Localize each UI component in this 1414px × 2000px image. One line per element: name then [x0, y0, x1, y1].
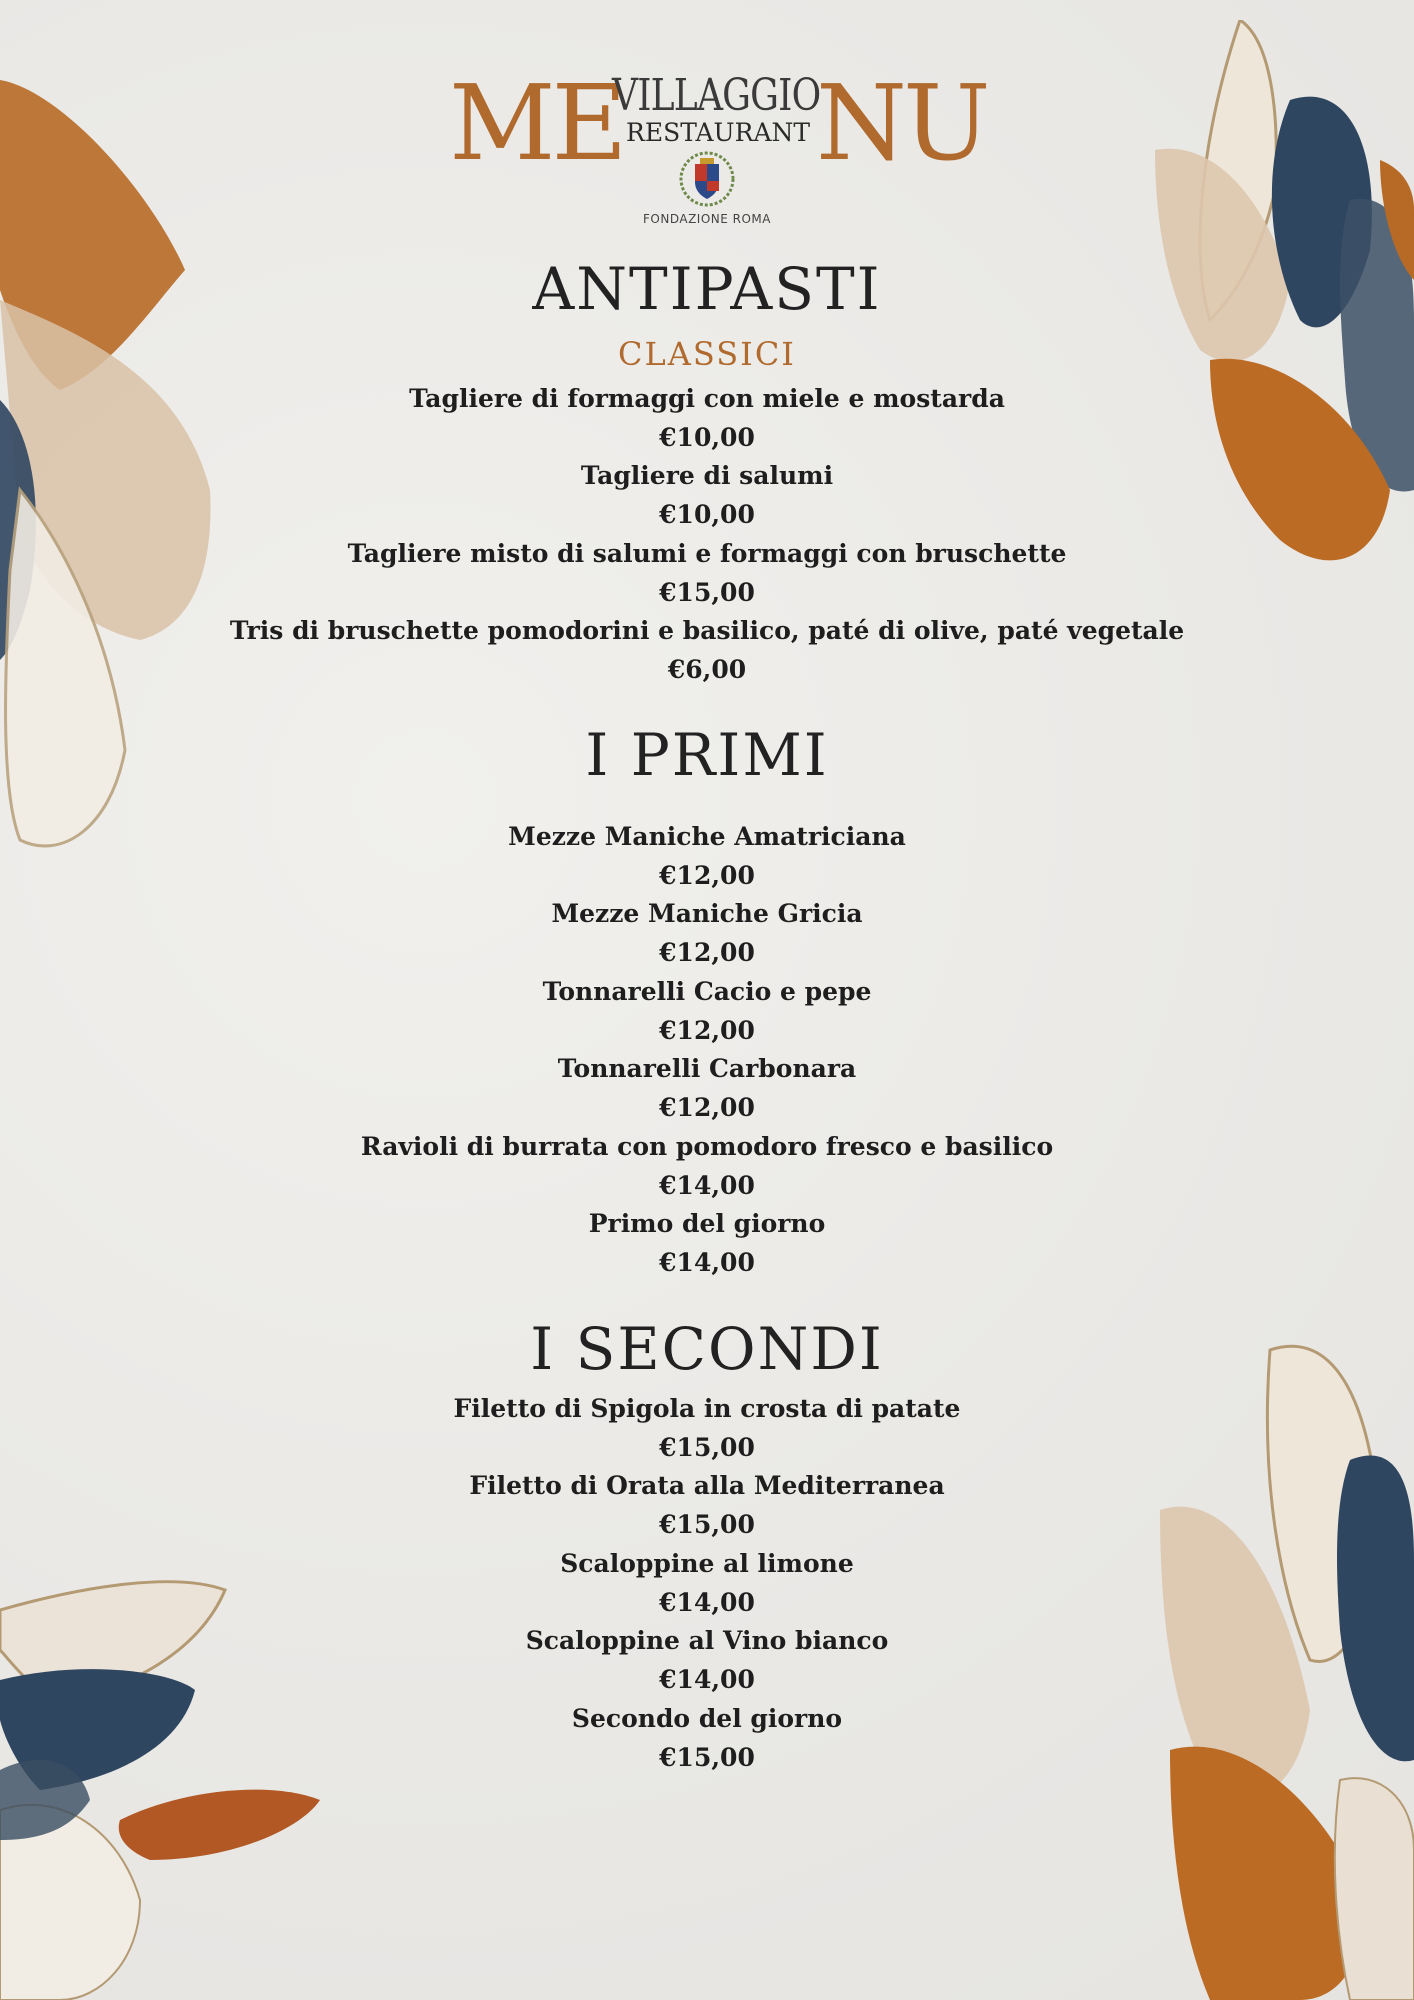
section-title-primi: I PRIMI: [585, 721, 829, 789]
menu-item-name: Tris di bruschette pomodorini e basilico, paté di olive, paté vegetale: [229, 616, 1185, 645]
menu-item-name: Tagliere di formaggi con miele e mostarda: [409, 384, 1005, 413]
menu-item-price: €10,00: [659, 423, 755, 452]
menu-item-name: Primo del giorno: [588, 1209, 826, 1238]
menu-item-price: €12,00: [659, 861, 755, 890]
menu-item-name: Scaloppine al Vino bianco: [525, 1626, 889, 1655]
menu-item-name: Tagliere di salumi: [580, 461, 834, 490]
menu-item-name: Mezze Maniche Gricia: [551, 899, 863, 928]
menu-item-price: €14,00: [659, 1171, 755, 1200]
menu-item-price: €12,00: [659, 1016, 755, 1045]
menu-title-me: ME: [449, 62, 624, 184]
section-subtitle-classici: CLASSICI: [618, 335, 796, 373]
menu-item-name: Tagliere misto di salumi e formaggi con bruschette: [347, 539, 1067, 568]
restaurant-logo-text: RESTAURANT: [626, 118, 811, 147]
section-title-antipasti: ANTIPASTI: [532, 255, 882, 323]
menu-item-price: €12,00: [659, 1093, 755, 1122]
menu-item-name: Mezze Maniche Amatriciana: [508, 822, 906, 851]
menu-item-price: €15,00: [659, 1510, 755, 1539]
menu-item-price: €14,00: [659, 1588, 755, 1617]
section-title-secondi: I SECONDI: [530, 1315, 884, 1383]
menu-item-price: €12,00: [659, 938, 755, 967]
menu-item-price: €15,00: [659, 1433, 755, 1462]
menu-item-name: Scaloppine al limone: [560, 1549, 854, 1578]
menu-item-price: €10,00: [659, 500, 755, 529]
menu-item-name: Filetto di Spigola in crosta di patate: [453, 1394, 961, 1423]
menu-item-price: €15,00: [659, 1743, 755, 1772]
menu-item-name: Tonnarelli Cacio e pepe: [542, 977, 872, 1006]
menu-item-price: €6,00: [667, 655, 747, 684]
menu-title-nu: NU: [816, 62, 987, 184]
menu-item-price: €14,00: [659, 1248, 755, 1277]
menu-header: [0, 62, 1414, 238]
menu-item-name: Filetto di Orata alla Mediterranea: [469, 1471, 945, 1500]
coat-of-arms-icon: [678, 150, 736, 208]
brush-decoration-bottom-right: [1150, 1330, 1414, 2000]
menu-item-price: €15,00: [659, 578, 755, 607]
menu-item-price: €14,00: [659, 1665, 755, 1694]
menu-item-name: Secondo del giorno: [571, 1704, 843, 1733]
fondazione-roma-label: FONDAZIONE ROMA: [643, 212, 771, 226]
villaggio-logo-text: VILLAGGIO: [612, 70, 821, 121]
menu-item-name: Ravioli di burrata con pomodoro fresco e basilico: [360, 1132, 1054, 1161]
menu-item-name: Tonnarelli Carbonara: [557, 1054, 857, 1083]
